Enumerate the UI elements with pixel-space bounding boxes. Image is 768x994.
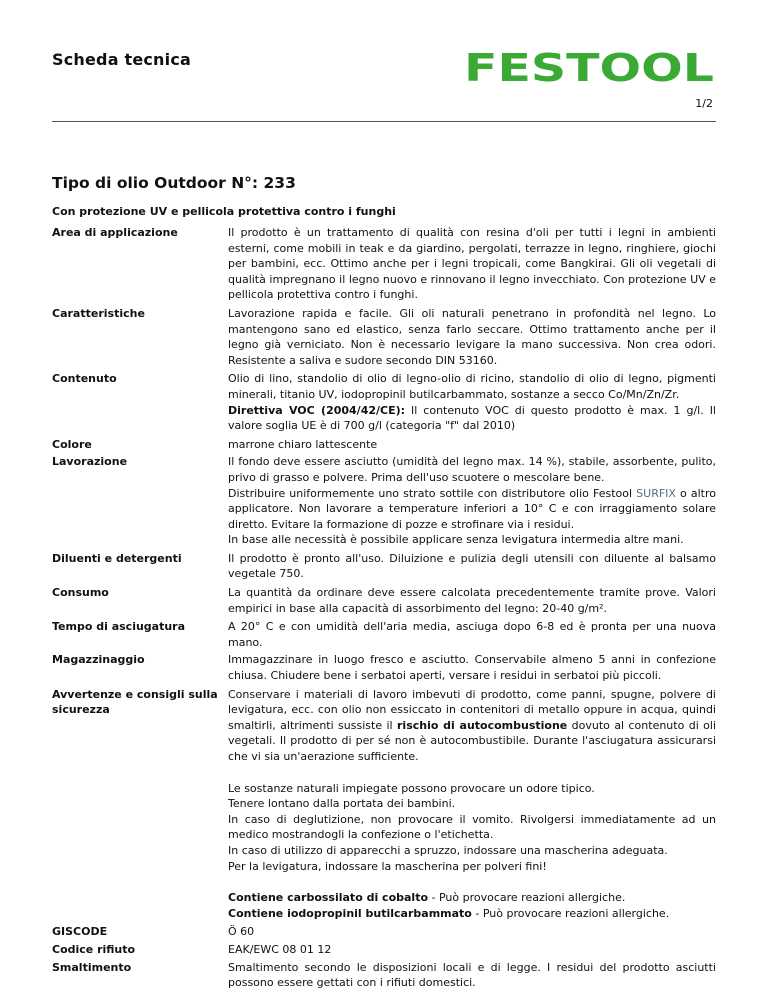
- row-label: Colore: [52, 437, 92, 451]
- row-label: Contenuto: [52, 372, 117, 386]
- lavorazione-p1: Il fondo deve essere asciutto (umidità del legno max. 14 %), stabile, assorbente, pulito, privo di grasso e polvere. Prima dell'uso scuotere o mescolare bene.: [228, 455, 716, 484]
- lavorazione-p3: In base alle necessità è possibile applicare senza levigatura intermedia altre mani.: [228, 533, 684, 547]
- autocombustion-warning: rischio di autocombustione: [397, 718, 568, 732]
- voc-text: Il contenuto VOC di questo prodotto è max. 1 g/l. Il valore soglia UE è di 700 g/l (categoria "f" dal 2010): [228, 403, 716, 433]
- row-label: GISCODE: [52, 925, 108, 939]
- row-codice: [52, 942, 716, 958]
- row-text: Il prodotto è un trattamento di qualità con resina d'oli per tutti i legni in ambienti esterni, come mobili in teak e da giardino, pergolati, terrazze in legno, ringhiere, giochi per bambini, ecc. Ottimo anche per i legni tropicali, come Bangkirai. Gli oli vegetali di qualità impregnano il legno nuovo e rinnovano il legno invecchiato. Con protezione UV e pellicola protettiva contro i funghi.: [228, 226, 716, 302]
- row-contenuto: [52, 371, 716, 433]
- row-text: Lavorazione rapida e facile. Gli oli naturali penetrano in profondità nel legno. Lo mantengono sano ed elastico, senza farlo seccare. Ottimo trattamento anche per il legno già verniciato. Non è necessario levigare la mano successiva. Non crea odori. Resistente a saliva e sudore secondo DIN 53160.: [228, 306, 716, 367]
- avvertenze-p8: Contiene iodopropinil butilcarbammato - Può provocare reazioni allergiche.: [228, 906, 670, 920]
- row-label: Caratteristiche: [52, 306, 145, 320]
- row-text: Smaltimento secondo le disposizioni locali e di legge. I residui del prodotto asciutti possono essere gettati con i rifiuti domestici.: [228, 960, 716, 990]
- document-title: Tipo di olio Outdoor N°: 233: [52, 174, 296, 192]
- lavorazione-p2: Distribuire uniformemente uno strato sottile con distributore olio Festool SURFIX o altro applicatore. Non lavorare a temperature inferiori a 10° C e con irraggiamento solare diretto. Evitare la formazione di pozze e strofinare via i residui.: [228, 486, 717, 531]
- row-smaltimento: [52, 960, 716, 991]
- row-label: Smaltimento: [52, 960, 132, 974]
- row-giscode: [52, 924, 716, 940]
- row-label: Diluenti e detergenti: [52, 551, 182, 565]
- row-area: [52, 225, 716, 303]
- header-title: Scheda tecnica: [52, 50, 192, 69]
- avvertenze-p7: Contiene carbossilato di cobalto - Può provocare reazioni allergiche.: [228, 891, 626, 905]
- row-label: Lavorazione: [52, 455, 128, 469]
- row-label: Area di applicazione: [52, 226, 178, 239]
- spec-table: [52, 225, 716, 994]
- row-tempo: [52, 619, 716, 650]
- row-caratteristiche: [52, 306, 716, 368]
- festool-logo: [463, 51, 715, 83]
- row-colore: [52, 437, 716, 453]
- row-label: Magazzinaggio: [52, 653, 145, 667]
- row-text: Ö 60: [228, 925, 255, 939]
- row-diluenti: [52, 551, 716, 582]
- avvertenze-p1: Conservare i materiali di lavoro imbevuti di prodotto, come panni, spugne, polvere di levigatura, ecc. con olio non essiccato in contenitori di metallo oppure in acqua, quindi smaltirli, altrimenti sussiste il rischio di autocombustione dovuto al contenuto di oli vegetali. Il prodotto di per sé non è autocombustibile. Durante l'asciugatura assicurarsi che vi sia un'aerazione sufficiente.: [228, 687, 717, 763]
- avvertenze-p6: Per la levigatura, indossare la mascherina per polveri fini!: [228, 859, 547, 873]
- row-text: Il prodotto è pronto all'uso. Diluizione e pulizia degli utensili con diluente al balsamo vegetale 750.: [228, 551, 716, 581]
- page-number: 1/2: [695, 97, 713, 110]
- row-consumo: [52, 585, 716, 616]
- row-text: Immagazzinare in luogo fresco e asciutto. Conservabile almeno 5 anni in confezione chiusa. Chiudere bene i serbatoi aperti, versare i residui in serbatoi più piccoli.: [228, 653, 716, 683]
- row-label: Tempo di asciugatura: [52, 620, 186, 634]
- avvertenze-p5: In caso di utilizzo di apparecchi a spruzzo, indossare una mascherina adeguata.: [228, 843, 668, 857]
- row-text: marrone chiaro lattescente: [228, 437, 378, 451]
- voc-label: Direttiva VOC (2004/42/CE):: [228, 403, 406, 417]
- row-label: Consumo: [52, 586, 109, 600]
- row-text: EAK/EWC 08 01 12: [228, 942, 332, 956]
- row-text: Olio di lino, standolio di olio di legno-olio di ricino, standolio di olio di legno, pigmenti minerali, titanio UV, iodopropinil butilcarbammato, sostanze a secco Co/Mn/Zn/Zr.: [228, 372, 716, 401]
- voc-paragraph: [228, 403, 716, 434]
- surfix-product-name: SURFIX: [636, 486, 676, 500]
- row-label: Avvertenze e consigli sulla sicurezza: [52, 687, 218, 717]
- avvertenze-p3: Tenere lontano dalla portata dei bambini.: [228, 797, 456, 811]
- row-avvertenze: [52, 687, 716, 922]
- row-text: La quantità da ordinare deve essere calcolata precedentemente tramite prove. Valori empirici in base alla capacità di assorbimento del legno: 20-40 g/m².: [228, 586, 716, 615]
- row-magazzinaggio: [52, 652, 716, 683]
- document-subheading: Con protezione UV e pellicola protettiva contro i funghi: [52, 205, 396, 218]
- row-text: A 20° C e con umidità dell'aria media, asciuga dopo 6-8 ed è pronta per una nuova mano.: [228, 620, 716, 649]
- logo-text: FESTOOL: [464, 51, 714, 83]
- avvertenze-p4: In caso di deglutizione, non provocare il vomito. Rivolgersi immediatamente ad un medico mostrandogli la confezione o l'etichetta.: [228, 812, 716, 842]
- row-label: Codice rifiuto: [52, 942, 136, 956]
- avvertenze-p2: Le sostanze naturali impiegate possono provocare un odore tipico.: [228, 781, 595, 795]
- header-divider: [52, 121, 716, 122]
- row-lavorazione: [52, 454, 716, 548]
